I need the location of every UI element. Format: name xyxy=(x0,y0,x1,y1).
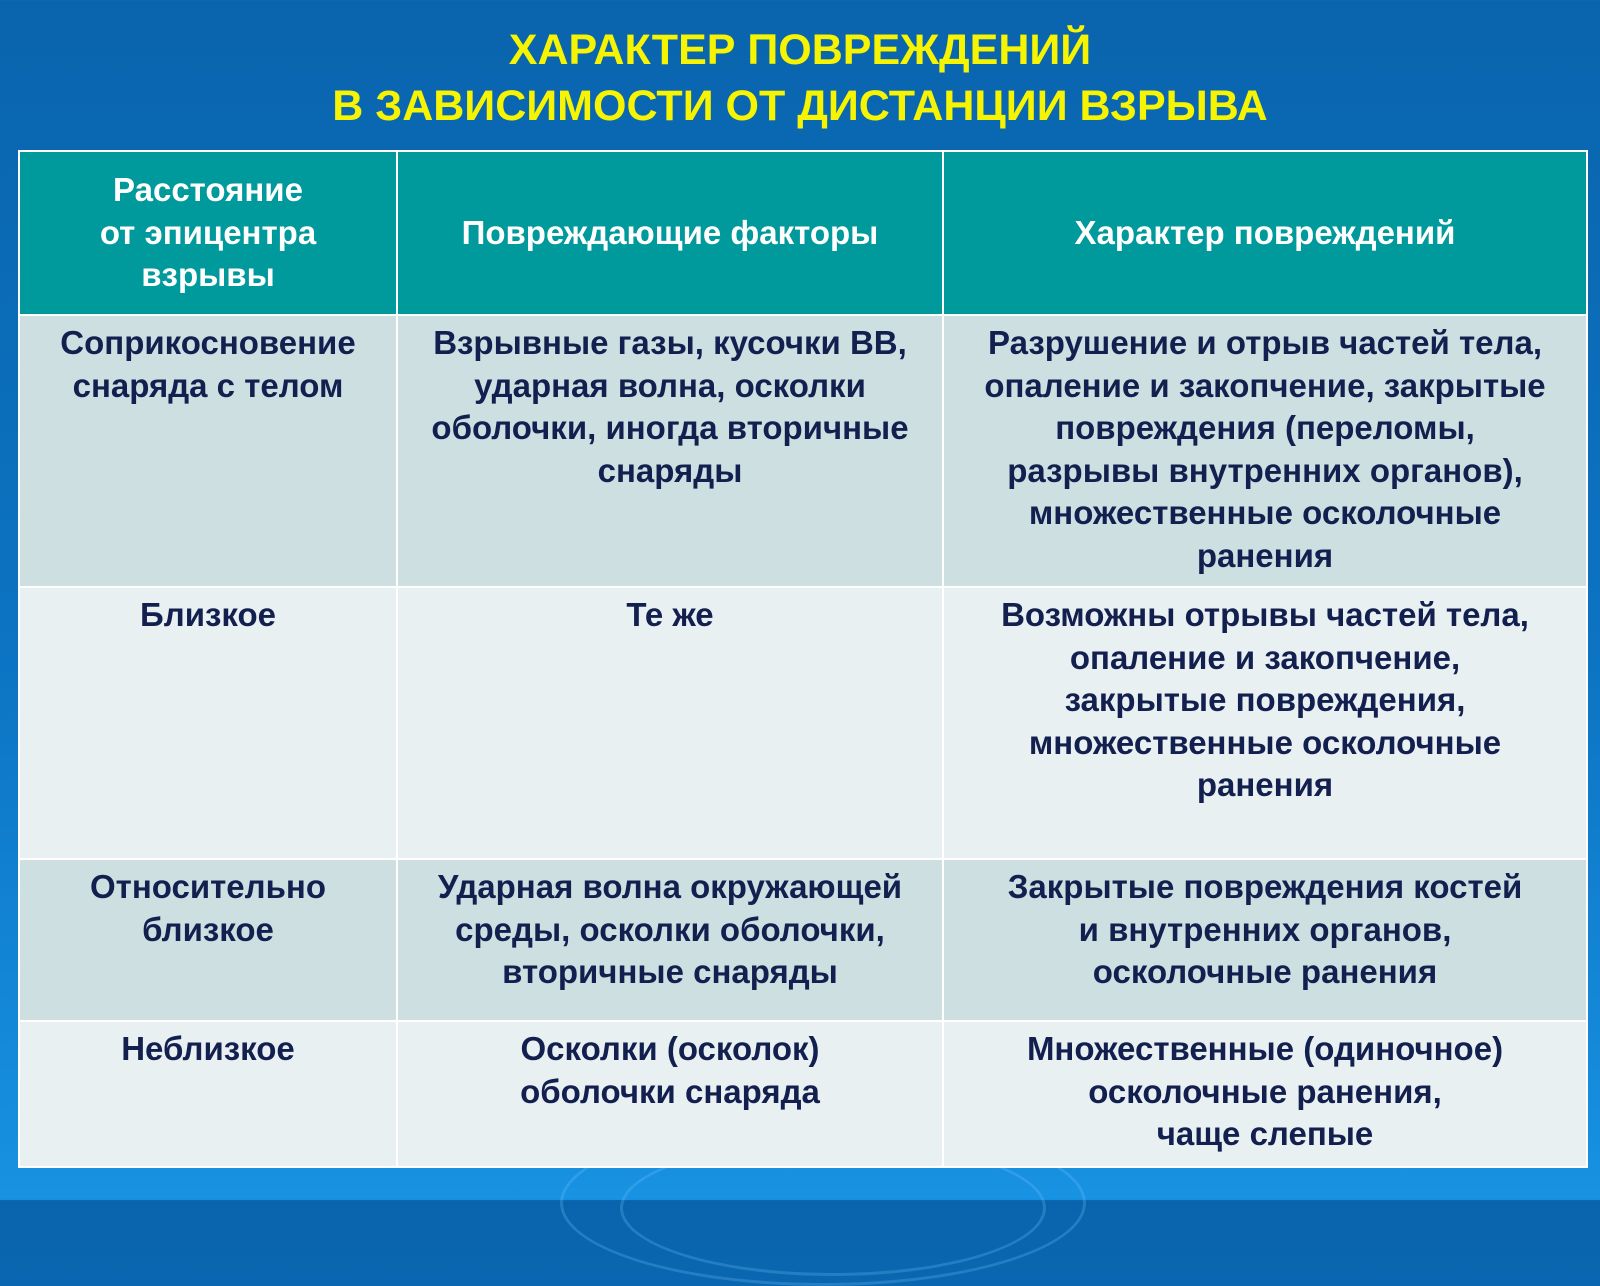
cell-text: близкое xyxy=(142,910,274,948)
cell-factors xyxy=(397,859,943,1021)
cell-distance xyxy=(19,859,397,1021)
slide-title xyxy=(0,22,1600,134)
cell-text: опаление и закопчение, закрытые xyxy=(984,366,1546,404)
header-factors xyxy=(397,151,943,315)
cell-text: среды, осколки оболочки, xyxy=(455,910,885,948)
cell-text: Относительно xyxy=(90,868,326,905)
damage-table xyxy=(18,150,1588,1168)
cell-text: оболочки снаряда xyxy=(520,1072,820,1110)
table-row xyxy=(19,859,1587,1021)
cell-damage xyxy=(943,1021,1587,1167)
cell-text: вторичные снаряды xyxy=(502,953,838,990)
cell-text: ранения xyxy=(1196,536,1334,574)
header-text: Характер повреждений xyxy=(1074,213,1456,251)
cell-text: Неблизкое xyxy=(121,1030,295,1067)
table-row xyxy=(19,1021,1587,1167)
cell-text: Взрывные газы, кусочки ВВ, xyxy=(433,324,907,361)
cell-text: Разрушение и отрыв частей тела, xyxy=(988,324,1542,361)
cell-factors xyxy=(397,315,943,587)
header-text: взрывы xyxy=(141,256,275,294)
cell-text: чаще слепые xyxy=(1156,1115,1374,1152)
cell-text: и внутренних органов, xyxy=(1078,910,1452,948)
cell-text: снаряды xyxy=(597,451,743,489)
cell-text: Те же xyxy=(626,596,714,633)
cell-text: опаление и закопчение, xyxy=(1069,638,1461,676)
header-text: Расстояние xyxy=(113,171,303,209)
cell-damage xyxy=(943,587,1587,859)
cell-text: оболочки, иногда вторичные xyxy=(431,409,909,446)
cell-text: Осколки (осколок) xyxy=(520,1030,820,1067)
header-text: от эпицентра xyxy=(99,213,317,251)
cell-distance xyxy=(19,1021,397,1167)
table-header-row xyxy=(19,151,1587,315)
header-damage xyxy=(943,151,1587,315)
cell-text: множественные осколочные xyxy=(1028,494,1502,531)
cell-text: повреждения (переломы, xyxy=(1055,409,1475,446)
cell-factors xyxy=(397,1021,943,1167)
header-text: Повреждающие факторы xyxy=(461,213,879,251)
table-row xyxy=(19,315,1587,587)
cell-text: осколочные ранения xyxy=(1092,953,1438,990)
title-line-2: В ЗАВИСИМОСТИ ОТ ДИСТАНЦИИ ВЗРЫВА xyxy=(332,82,1268,130)
title-line-1: ХАРАКТЕР ПОВРЕЖДЕНИЙ xyxy=(508,26,1092,74)
cell-text: разрывы внутренних органов), xyxy=(1007,451,1523,489)
cell-text: Множественные (одиночное) xyxy=(1026,1030,1504,1067)
cell-text: ударная волна, осколки xyxy=(474,366,866,404)
cell-text: Закрытые повреждения костей xyxy=(1007,868,1523,905)
cell-text: ранения xyxy=(1196,766,1334,803)
cell-distance xyxy=(19,315,397,587)
table-row xyxy=(19,587,1587,859)
header-distance xyxy=(19,151,397,315)
cell-text: закрытые повреждения, xyxy=(1064,681,1466,718)
cell-distance xyxy=(19,587,397,859)
cell-text: множественные осколочные xyxy=(1028,723,1502,761)
cell-damage xyxy=(943,859,1587,1021)
cell-text: Близкое xyxy=(140,596,276,633)
cell-damage xyxy=(943,315,1587,587)
cell-factors xyxy=(397,587,943,859)
cell-text: Возможны отрывы частей тела, xyxy=(1001,596,1529,633)
cell-text: Соприкосновение xyxy=(60,324,356,361)
cell-text: Ударная волна окружающей xyxy=(437,868,903,905)
cell-text: осколочные ранения, xyxy=(1088,1072,1442,1110)
cell-text: снаряда с телом xyxy=(72,366,344,404)
